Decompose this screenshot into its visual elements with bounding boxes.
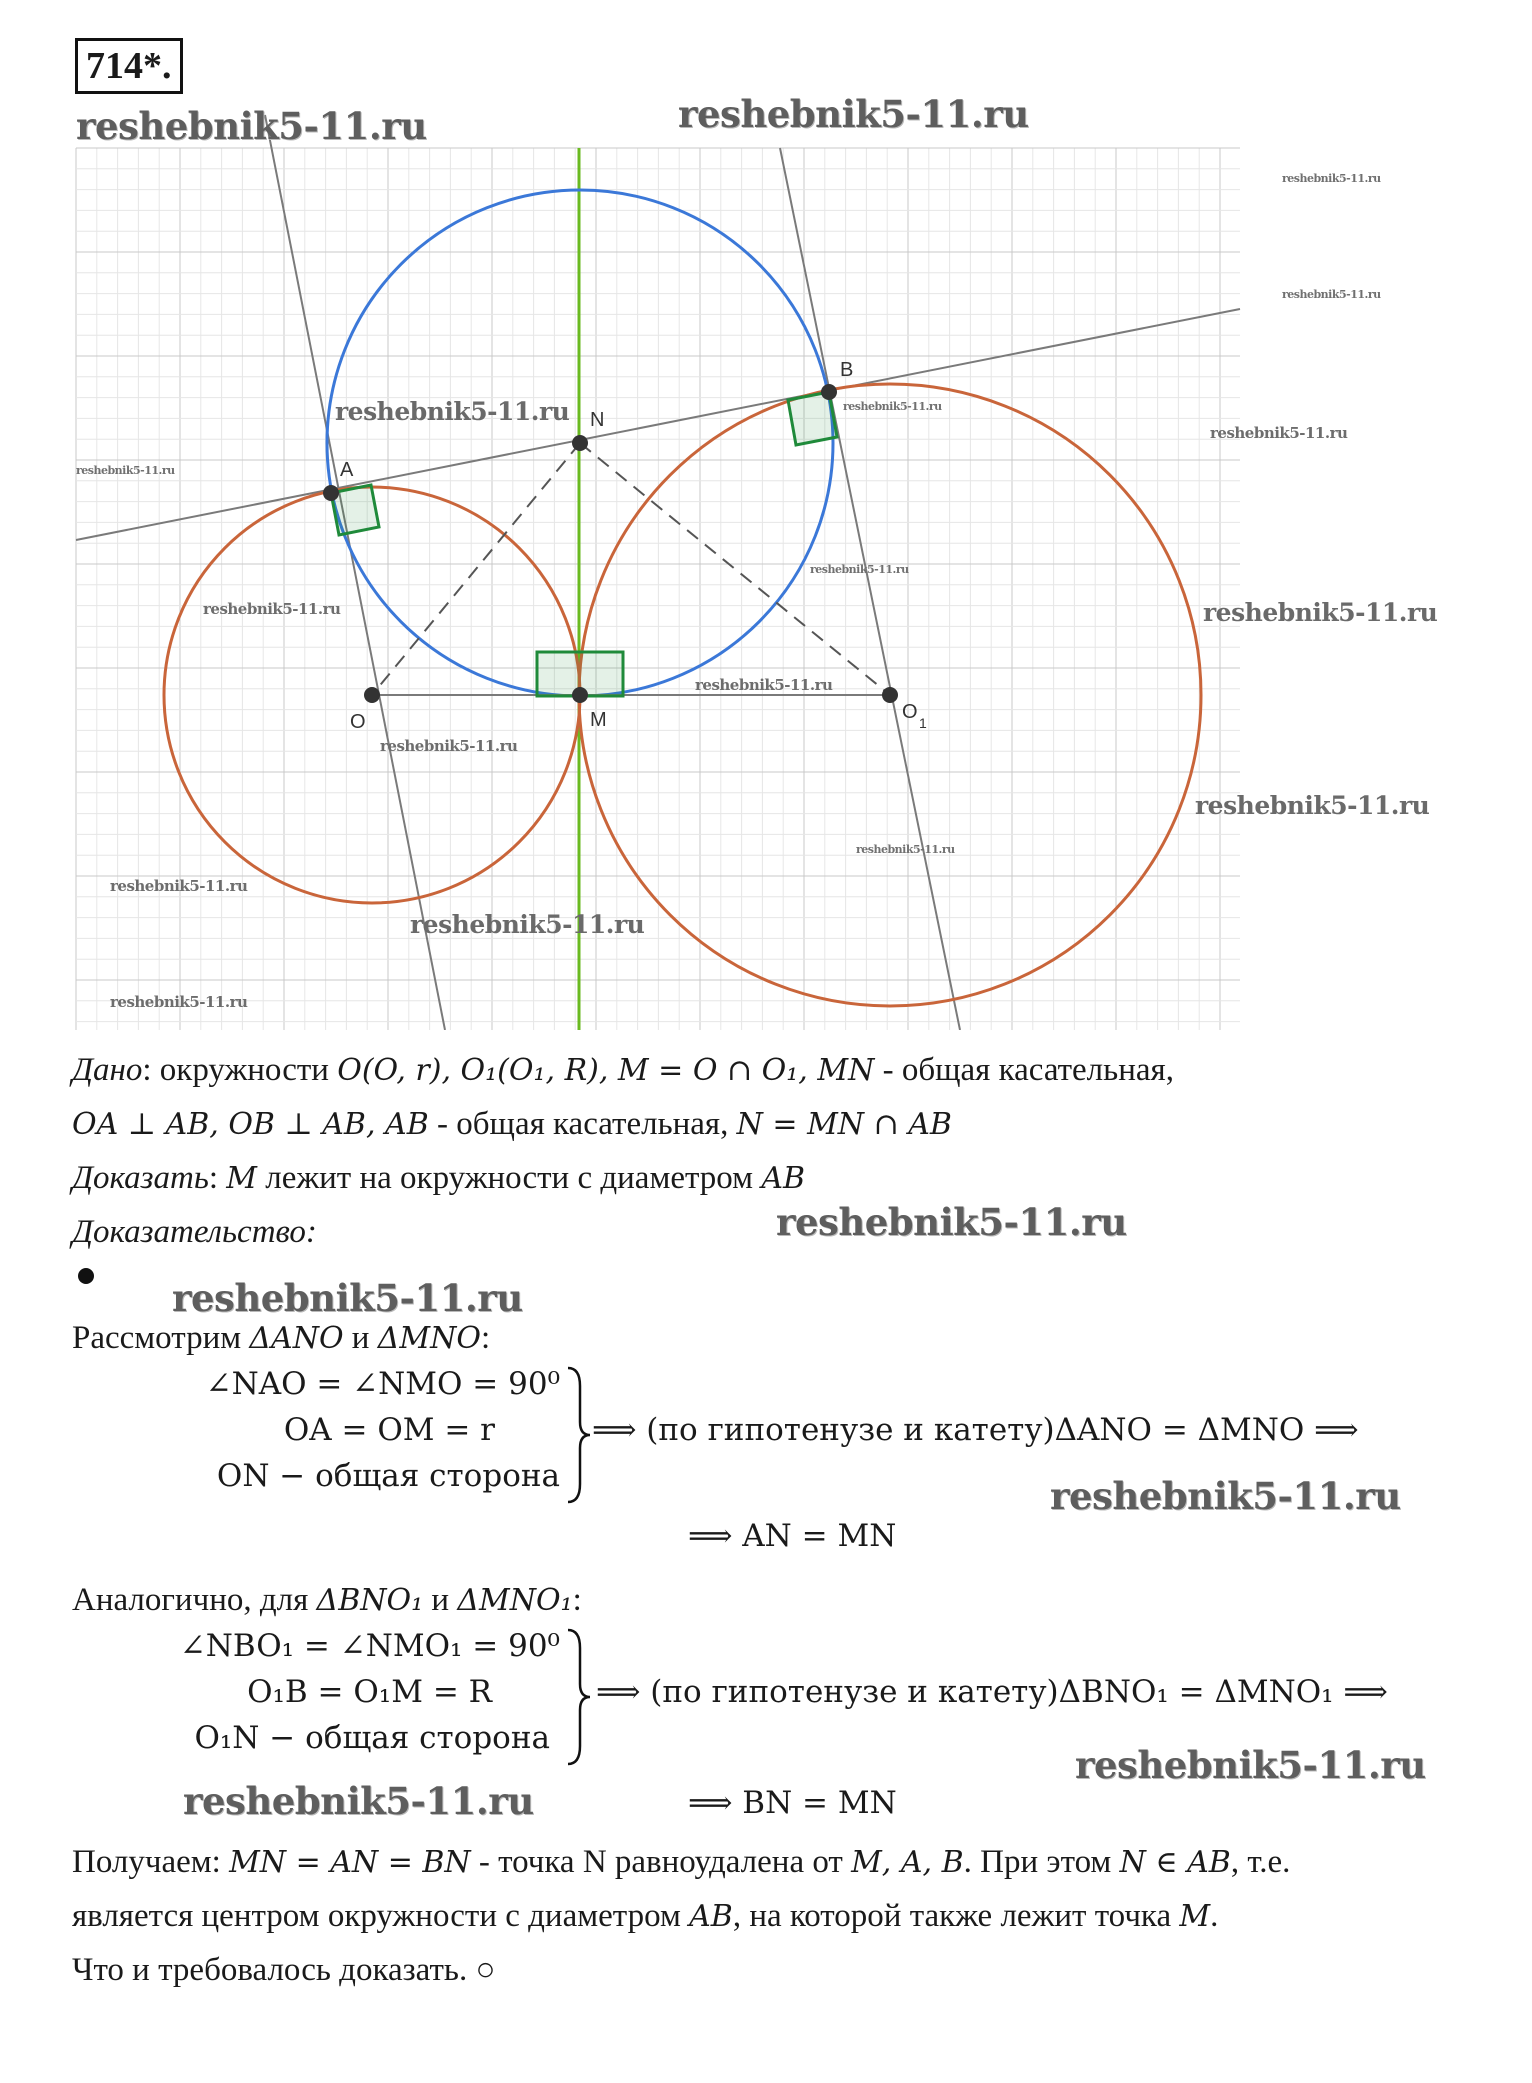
label-O1-subscript: 1 — [919, 715, 927, 731]
watermark: reshebnik5-11.ru — [1050, 1474, 1401, 1518]
step1-intro: Рассмотрим ΔANO и ΔMNO: — [72, 1320, 491, 1356]
watermark: reshebnik5-11.ru — [380, 737, 518, 755]
point-N — [572, 435, 588, 451]
watermark: reshebnik5-11.ru — [1203, 598, 1438, 627]
watermark: reshebnik5-11.ru — [410, 910, 645, 939]
bullet — [78, 1268, 94, 1284]
label-O: O — [350, 711, 366, 733]
point-O — [364, 687, 380, 703]
label-A: A — [340, 459, 354, 481]
watermark: reshebnik5-11.ru — [110, 993, 248, 1011]
watermark: reshebnik5-11.ru — [810, 563, 909, 576]
final-line-1: Получаем: MN = AN = BN - точка N равноудалена от M, A, B. При этом N ∈ AB, т.е. — [72, 1844, 1291, 1880]
label-B: B — [840, 359, 854, 381]
watermark: reshebnik5-11.ru — [1075, 1743, 1426, 1787]
watermark: reshebnik5-11.ru — [1282, 172, 1381, 185]
watermark: reshebnik5-11.ru — [203, 600, 341, 618]
step1-brace — [564, 1366, 592, 1504]
watermark: reshebnik5-11.ru — [1210, 424, 1348, 442]
step1-eq-2: OA = OM = r — [283, 1412, 495, 1448]
watermark: reshebnik5-11.ru — [695, 676, 833, 694]
step2-conclusion: ⟹ (по гипотенузе и катету)ΔBNO₁ = ΔMNO₁ ⟹ — [596, 1674, 1388, 1710]
step2-eq-3: O₁N − общая сторона — [194, 1720, 550, 1756]
label-M: M — [590, 709, 607, 731]
proof-label: Доказательство: — [72, 1214, 317, 1250]
point-O1 — [882, 687, 898, 703]
watermark: reshebnik5-11.ru — [76, 104, 427, 148]
watermark: reshebnik5-11.ru — [335, 397, 570, 426]
watermark: reshebnik5-11.ru — [76, 464, 175, 477]
label-O1: O — [902, 701, 918, 723]
step1-eq-1: ∠NAO = ∠NMO = 90⁰ — [205, 1366, 560, 1402]
tangent-line-O1B — [780, 148, 960, 1030]
watermark: reshebnik5-11.ru — [678, 92, 1029, 136]
geometry-figure — [0, 0, 1532, 1030]
prove-line: Доказать: M лежит на окружности с диаметром AB — [72, 1160, 806, 1196]
label-N: N — [590, 409, 605, 431]
watermark: reshebnik5-11.ru — [1195, 791, 1430, 820]
watermark: reshebnik5-11.ru — [183, 1779, 534, 1823]
given-line-1: Дано: окружности O(O, r), O₁(O₁, R), M = O ∩ O₁, MN - общая касательная, — [72, 1052, 1174, 1088]
watermark: reshebnik5-11.ru — [843, 400, 942, 413]
given-line-2: OA ⊥ AB, OB ⊥ AB, AB - общая касательная, N = MN ∩ AB — [72, 1106, 952, 1142]
final-line-3: Что и требовалось доказать. ○ — [72, 1952, 496, 1988]
point-M — [572, 687, 588, 703]
watermark: reshebnik5-11.ru — [776, 1200, 1127, 1244]
step2-eq-2: O₁B = O₁M = R — [247, 1674, 492, 1710]
step2-eq-1: ∠NBO₁ = ∠NMO₁ = 90⁰ — [179, 1628, 560, 1664]
step1-result: ⟹ AN = MN — [688, 1518, 897, 1554]
problem-number: 714*. — [75, 38, 183, 94]
watermark: reshebnik5-11.ru — [172, 1276, 523, 1320]
watermark: reshebnik5-11.ru — [110, 877, 248, 895]
step1-conclusion: ⟹ (по гипотенузе и катету)ΔANO = ΔMNO ⟹ — [592, 1412, 1359, 1448]
watermark: reshebnik5-11.ru — [856, 843, 955, 856]
point-B — [821, 384, 837, 400]
grid — [76, 148, 1240, 1030]
step1-eq-3: ON − общая сторона — [216, 1458, 560, 1494]
watermark: reshebnik5-11.ru — [1282, 288, 1381, 301]
step2-result: ⟹ BN = MN — [688, 1785, 897, 1821]
final-line-2: является центром окружности с диаметром AB, на которой также лежит точка M. — [72, 1898, 1219, 1934]
point-A — [323, 485, 339, 501]
step2-brace — [564, 1628, 592, 1766]
step2-intro: Аналогично, для ΔBNO₁ и ΔMNO₁: — [72, 1582, 582, 1618]
